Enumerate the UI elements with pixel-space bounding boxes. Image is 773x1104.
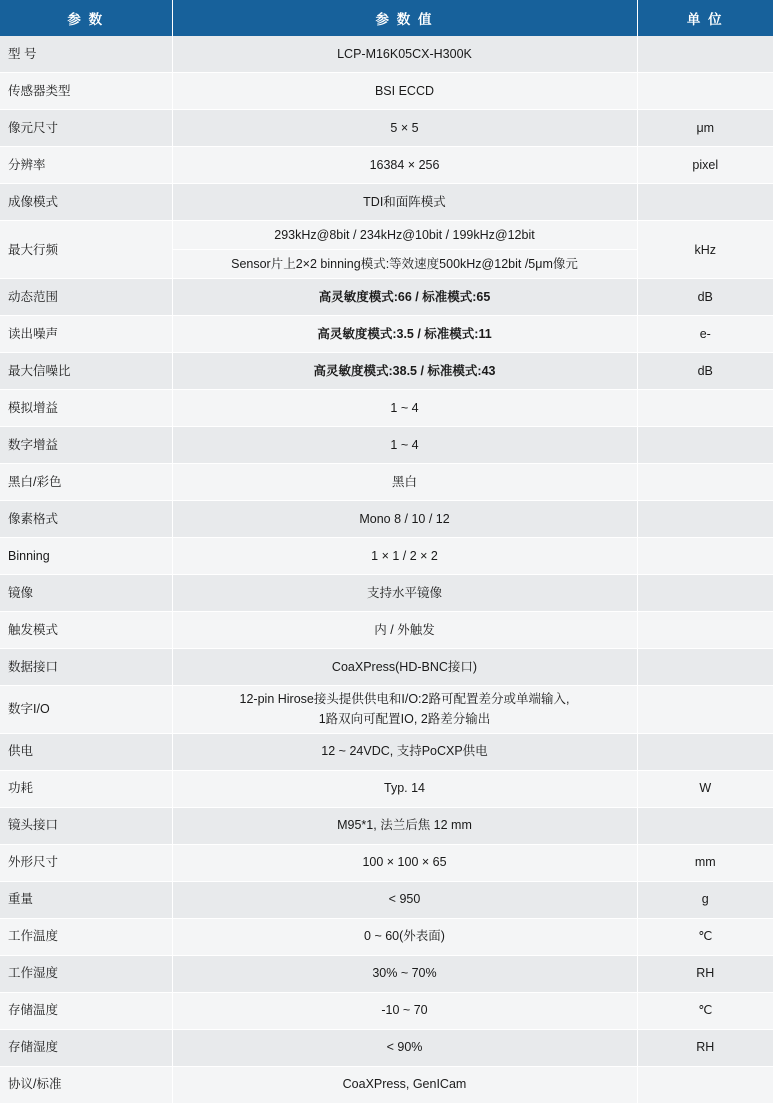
unit-cell	[637, 807, 773, 844]
unit-cell: mm	[637, 844, 773, 881]
parameter-value-cell: BSI ECCD	[172, 73, 637, 110]
parameter-value-cell: 高灵敏度模式:38.5 / 标准模式:43	[172, 353, 637, 390]
parameter-value-cell: Mono 8 / 10 / 12	[172, 501, 637, 538]
table-row	[0, 575, 773, 612]
parameter-name-cell: 供电	[0, 733, 172, 770]
unit-cell	[637, 427, 773, 464]
table-row	[0, 184, 773, 221]
parameter-value-cell: 高灵敏度模式:66 / 标准模式:65	[172, 279, 637, 316]
table-row	[0, 36, 773, 73]
parameter-name-cell: 数字I/O	[0, 686, 172, 733]
unit-cell	[637, 390, 773, 427]
parameter-value-cell: 1 ~ 4	[172, 390, 637, 427]
table-row	[0, 501, 773, 538]
parameter-value-cell: 16384 × 256	[172, 147, 637, 184]
table-row	[0, 844, 773, 881]
table-row	[0, 427, 773, 464]
unit-cell	[637, 538, 773, 575]
parameter-value-cell: TDI和面阵模式	[172, 184, 637, 221]
table-row	[0, 538, 773, 575]
unit-cell: μm	[637, 110, 773, 147]
parameter-value-line: Sensor片上2×2 binning模式:等效速度500kHz@12bit /5μm像元	[231, 257, 578, 272]
parameter-value-cell: CoaXPress(HD-BNC接口)	[172, 649, 637, 686]
parameter-name-cell: 最大行频	[0, 221, 172, 279]
parameter-value-line: 293kHz@8bit / 234kHz@10bit / 199kHz@12bit	[173, 221, 637, 250]
header-cell-value: 参 数 值	[172, 0, 637, 36]
table-row	[0, 147, 773, 184]
unit-cell: ℃	[637, 918, 773, 955]
table-row	[0, 992, 773, 1029]
parameter-name-cell: 外形尺寸	[0, 844, 172, 881]
parameter-name-cell: 存储温度	[0, 992, 172, 1029]
header-cell-parameter: 参 数	[0, 0, 172, 36]
table-row	[0, 316, 773, 353]
parameter-value-line: 1路双向可配置IO, 2路差分输出	[318, 712, 491, 727]
parameter-name-cell: 型 号	[0, 36, 172, 73]
parameter-name-cell: 读出噪声	[0, 316, 172, 353]
table-row	[0, 1029, 773, 1066]
unit-cell: W	[637, 770, 773, 807]
parameter-value-cell: 黑白	[172, 464, 637, 501]
parameter-name-cell: 存储湿度	[0, 1029, 172, 1066]
parameter-value-cell: Typ. 14	[172, 770, 637, 807]
parameter-name-cell: 黑白/彩色	[0, 464, 172, 501]
unit-cell: dB	[637, 279, 773, 316]
parameter-value-cell	[172, 221, 637, 279]
unit-cell	[637, 686, 773, 733]
unit-cell: kHz	[637, 221, 773, 279]
parameter-name-cell: Binning	[0, 538, 172, 575]
unit-cell	[637, 36, 773, 73]
unit-cell: dB	[637, 353, 773, 390]
table-row	[0, 881, 773, 918]
table-row	[0, 918, 773, 955]
table-row	[0, 1066, 773, 1103]
parameter-name-cell: 像元尺寸	[0, 110, 172, 147]
table-row	[0, 733, 773, 770]
table-row	[0, 612, 773, 649]
header-row	[0, 0, 773, 36]
unit-cell	[637, 464, 773, 501]
table-body	[0, 36, 773, 1103]
parameter-value-cell: CoaXPress, GenICam	[172, 1066, 637, 1103]
unit-cell: RH	[637, 955, 773, 992]
parameter-value-cell: 内 / 外触发	[172, 612, 637, 649]
table-row	[0, 73, 773, 110]
parameter-value-cell: 30% ~ 70%	[172, 955, 637, 992]
parameter-name-cell: 协议/标准	[0, 1066, 172, 1103]
unit-cell: e-	[637, 316, 773, 353]
table-row	[0, 807, 773, 844]
unit-cell	[637, 1066, 773, 1103]
parameter-value-cell: 1 × 1 / 2 × 2	[172, 538, 637, 575]
parameter-name-cell: 镜头接口	[0, 807, 172, 844]
parameter-name-cell: 最大信噪比	[0, 353, 172, 390]
table-row	[0, 279, 773, 316]
unit-cell: g	[637, 881, 773, 918]
parameter-name-cell: 数据接口	[0, 649, 172, 686]
unit-cell	[637, 612, 773, 649]
unit-cell	[637, 649, 773, 686]
parameter-value-cell: < 950	[172, 881, 637, 918]
table-row	[0, 464, 773, 501]
table-row	[0, 770, 773, 807]
parameter-name-cell: 触发模式	[0, 612, 172, 649]
parameter-value-cell: 5 × 5	[172, 110, 637, 147]
parameter-name-cell: 像素格式	[0, 501, 172, 538]
parameter-value-cell: 0 ~ 60(外表面)	[172, 918, 637, 955]
table-row	[0, 353, 773, 390]
parameter-name-cell: 分辨率	[0, 147, 172, 184]
parameter-name-cell: 模拟增益	[0, 390, 172, 427]
table-row	[0, 649, 773, 686]
table-row	[0, 390, 773, 427]
parameter-value-cell	[172, 686, 637, 733]
table-header	[0, 0, 773, 36]
parameter-value-cell: M95*1, 法兰后焦 12 mm	[172, 807, 637, 844]
parameter-name-cell: 成像模式	[0, 184, 172, 221]
parameter-name-cell: 数字增益	[0, 427, 172, 464]
parameter-name-cell: 重量	[0, 881, 172, 918]
parameter-value-cell: < 90%	[172, 1029, 637, 1066]
unit-cell: RH	[637, 1029, 773, 1066]
table-row	[0, 686, 773, 733]
parameter-value-line: 12-pin Hirose接头提供供电和I/O:2路可配置差分或单端输入,	[239, 692, 570, 707]
parameter-name-cell: 工作温度	[0, 918, 172, 955]
table-row	[0, 955, 773, 992]
unit-cell	[637, 184, 773, 221]
parameter-name-cell: 动态范围	[0, 279, 172, 316]
parameter-name-cell: 工作湿度	[0, 955, 172, 992]
parameter-value-cell: 支持水平镜像	[172, 575, 637, 612]
parameter-name-cell: 镜像	[0, 575, 172, 612]
table-row	[0, 221, 773, 279]
unit-cell	[637, 733, 773, 770]
parameter-value-cell: 1 ~ 4	[172, 427, 637, 464]
unit-cell	[637, 73, 773, 110]
unit-cell	[637, 575, 773, 612]
table-row	[0, 110, 773, 147]
parameter-name-cell: 功耗	[0, 770, 172, 807]
parameter-value-cell: LCP-M16K05CX-H300K	[172, 36, 637, 73]
unit-cell	[637, 501, 773, 538]
parameter-value-cell: 100 × 100 × 65	[172, 844, 637, 881]
parameter-value-cell: -10 ~ 70	[172, 992, 637, 1029]
unit-cell: pixel	[637, 147, 773, 184]
parameter-name-cell: 传感器类型	[0, 73, 172, 110]
parameter-value-cell: 12 ~ 24VDC, 支持PoCXP供电	[172, 733, 637, 770]
parameter-value-cell: 高灵敏度模式:3.5 / 标准模式:11	[172, 316, 637, 353]
header-cell-unit: 单 位	[637, 0, 773, 36]
unit-cell: ℃	[637, 992, 773, 1029]
